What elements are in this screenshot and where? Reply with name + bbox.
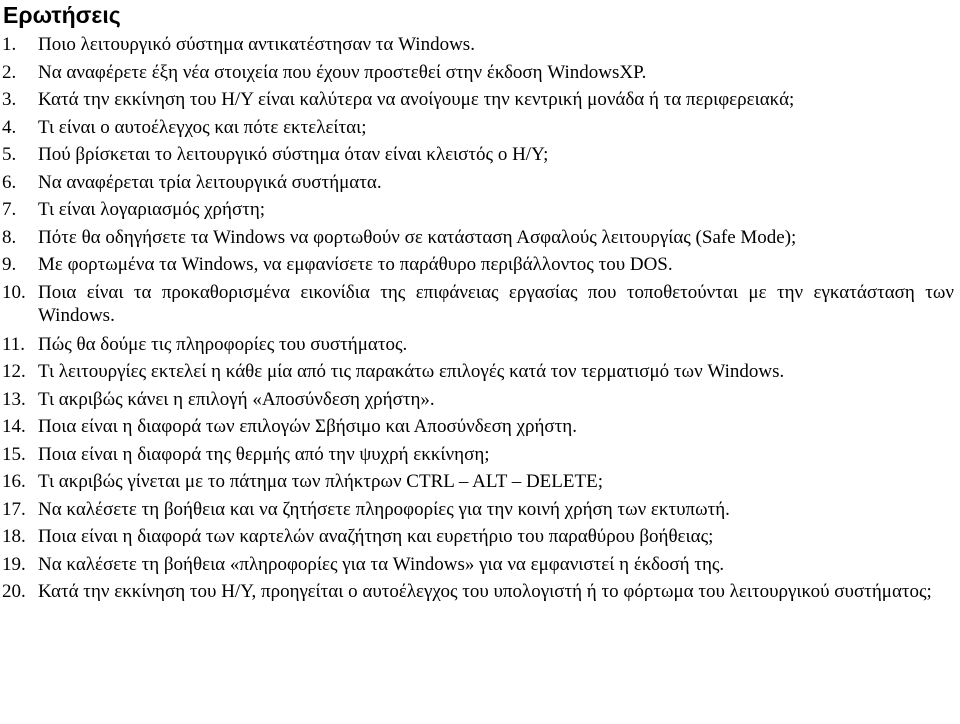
question-text: Ποιο λειτουργικό σύστημα αντικατέστησαν τα Windows. [38, 34, 475, 55]
question-item-10 [0, 279, 954, 331]
question-list [0, 31, 954, 607]
question-text: Τι ακριβώς γίνεται με το πάτημα των πλήκτρων CTRL – ALT – DELETE; [38, 471, 603, 492]
question-item-2 [0, 59, 954, 87]
question-item-9 [0, 251, 954, 279]
question-item-14 [0, 413, 954, 441]
question-item-1 [0, 31, 954, 59]
question-number: 18. [2, 526, 26, 547]
question-number: 7. [2, 199, 17, 220]
question-text: Κατά την εκκίνηση του Η/Υ, προηγείται ο αυτοέλεγχος του υπολογιστή ή το φόρτωμα του λειτουργικού συστήματος; [38, 581, 932, 602]
question-item-12 [0, 358, 954, 386]
question-text: Τι είναι λογαριασμός χρήστη; [38, 199, 266, 220]
question-item-6 [0, 169, 954, 197]
question-number: 14. [2, 416, 26, 437]
question-item-20 [0, 578, 954, 607]
question-text: Τι λειτουργίες εκτελεί η κάθε μία από τις παρακάτω επιλογές κατά τον τερματισμό των Windows. [38, 361, 785, 382]
question-item-3 [0, 86, 954, 114]
question-number: 10. [2, 281, 26, 303]
question-item-15 [0, 441, 954, 469]
question-number: 1. [2, 34, 17, 55]
question-item-13 [0, 386, 954, 414]
question-number: 12. [2, 361, 26, 382]
question-item-16 [0, 468, 954, 496]
question-number: 8. [2, 226, 17, 248]
question-number: 5. [2, 144, 17, 165]
question-text: Πού βρίσκεται το λειτουργικό σύστημα όταν είναι κλειστός ο Η/Υ; [38, 144, 549, 165]
question-text: Με φορτωμένα τα Windows, να εμφανίσετε το παράθυρο περιβάλλοντος του DOS. [38, 254, 673, 275]
question-text: Πώς θα δούμε τις πληροφορίες του συστήματος. [38, 333, 408, 355]
question-number: 4. [2, 116, 17, 138]
question-number: 15. [2, 443, 26, 465]
question-number: 11. [2, 333, 26, 355]
question-number: 19. [2, 553, 26, 575]
question-number: 2. [2, 61, 17, 83]
question-text: Τι είναι ο αυτοέλεγχος και πότε εκτελείται; [38, 116, 367, 138]
question-text: Ποια είναι η διαφορά των επιλογών Σβήσιμο και Αποσύνδεση χρήστη. [38, 416, 577, 437]
question-number: 20. [2, 581, 26, 602]
question-text: Ποια είναι η διαφορά της θερμής από την ψυχρή εκκίνηση; [38, 443, 490, 465]
question-number: 9. [2, 254, 17, 275]
question-item-19 [0, 551, 954, 579]
question-text: Ποια είναι τα προκαθορισμένα εικονίδια της επιφάνειας εργασίας που τοποθετούνται με την εγκατάσταση των Windows. [38, 281, 954, 326]
question-text: Να αναφέρετε έξη νέα στοιχεία που έχουν προστεθεί στην έκδοση WindowsXP. [38, 61, 647, 83]
question-text: Να καλέσετε τη βοήθεια «πληροφορίες για τα Windows» για να εμφανιστεί η έκδοσή της. [38, 553, 725, 575]
question-item-4 [0, 114, 954, 142]
question-number: 6. [2, 171, 17, 193]
question-number: 17. [2, 498, 26, 520]
question-item-18 [0, 523, 954, 551]
question-text: Κατά την εκκίνηση του Η/Υ είναι καλύτερα να ανοίγουμε την κεντρική μονάδα ή τα περιφερειακά; [38, 89, 795, 110]
question-text: Ποια είναι η διαφορά των καρτελών αναζήτηση και ευρετήριο του παραθύρου βοήθειας; [38, 526, 714, 547]
question-item-11 [0, 331, 954, 359]
question-number: 3. [2, 89, 17, 110]
question-item-17 [0, 496, 954, 524]
question-text: Πότε θα οδηγήσετε τα Windows να φορτωθούν σε κατάσταση Ασφαλούς λειτουργίας (Safe Mode); [38, 226, 797, 248]
question-text: Να καλέσετε τη βοήθεια και να ζητήσετε πληροφορίες για την κοινή χρήση των εκτυπωτή. [38, 498, 730, 520]
question-number: 13. [2, 388, 26, 410]
question-item-8 [0, 224, 954, 252]
question-number: 16. [2, 471, 26, 492]
question-item-7 [0, 196, 954, 224]
question-text: Να αναφέρεται τρία λειτουργικά συστήματα. [38, 171, 382, 193]
page-title: Ερωτήσεις [3, 2, 121, 28]
question-text: Τι ακριβώς κάνει η επιλογή «Αποσύνδεση χρήστη». [38, 388, 435, 410]
question-item-5 [0, 141, 954, 169]
